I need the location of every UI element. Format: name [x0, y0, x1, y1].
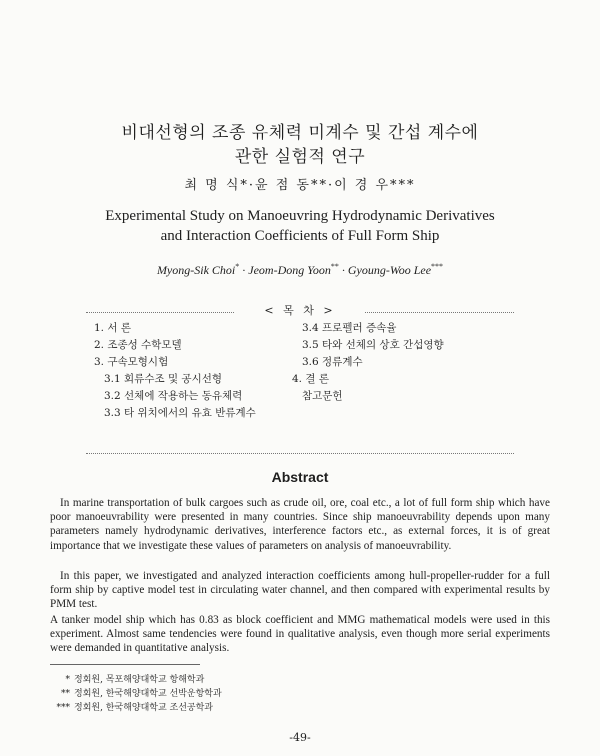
author-3-name: Gyoung-Woo Lee: [347, 263, 432, 277]
abstract-paragraph-1: In marine transportation of bulk cargoes such as crude oil, ore, coal etc., a lot of full form ship which have poor manoeuvrability were presented in many countries. Since ship manoeuvrability depends upon many parameters namely hydrodynamic derivatives, interference factors etc., as external forces, it is of great importance that we investigate these values of parameters on analysis of manoeuvrability.: [50, 497, 550, 552]
toc-right-item-3: 3.6 정류계수: [302, 356, 363, 368]
author-2-mark: **: [330, 262, 339, 271]
toc-heading: < 목 차 >: [235, 302, 365, 318]
footnote-1-text: 정회원, 목포해양대학교 항해학과: [74, 675, 205, 685]
toc-right-item-1: 3.4 프로펠러 증속율: [302, 322, 397, 334]
footnote-1-mark: *: [65, 675, 70, 685]
toc-left-item-3: 3. 구속모형시험: [94, 356, 169, 368]
toc-right-item-2: 3.5 타와 선체의 상호 간섭영향: [302, 339, 444, 351]
english-authors: [0, 262, 600, 278]
korean-title-line-2: 관한 실험적 연구: [234, 147, 366, 167]
korean-authors: 최 명 식*·윤 점 동**·이 경 우***: [184, 178, 416, 193]
author-separator-2: ·: [338, 263, 348, 277]
footnote-2: [54, 686, 222, 699]
author-1-name: Myong-Sik Choi: [156, 263, 236, 277]
author-1-mark: *: [235, 262, 240, 271]
english-title-line-1: Experimental Study on Manoeuvring Hydrodynamic Derivatives: [105, 208, 495, 224]
abstract-paragraph-3: A tanker model ship which has 0.83 as block coefficient and MMG mathematical models were used in this experiment. Almost same tendencies were found in qualitative analysis, even though more serial experiments were demanded in quantitative analysis.: [50, 614, 550, 655]
english-title-line-2: and Interaction Coefficients of Full Form Ship: [160, 228, 440, 244]
abstract-paragraph-2: In this paper, we investigated and analyzed interaction coefficients among hull-propeller-rudder for a full form ship by captive model test in circulating water channel, and then compared with experimental results by PMM test.: [50, 570, 550, 611]
footnote-2-mark: **: [61, 689, 70, 699]
toc-left-item-2: 2. 조종성 수학모델: [94, 339, 182, 351]
toc-right-item-4: 4. 결 론: [292, 373, 329, 385]
korean-title-line-1: 비대선형의 조종 유체력 미계수 및 간섭 계수에: [121, 123, 479, 143]
toc-left-item-4: 3.1 회류수조 및 공시선형: [104, 373, 222, 385]
toc-right-item-5: 참고문헌: [302, 390, 343, 402]
footnote-3-mark: ***: [56, 703, 70, 713]
footnote-3-text: 정회원, 한국해양대학교 조선공학과: [74, 703, 213, 713]
author-2-name: Jeom-Dong Yoon: [248, 263, 331, 277]
toc-left-item-5: 3.2 선체에 작용하는 동유체력: [104, 390, 243, 402]
abstract-heading: Abstract: [271, 469, 329, 485]
footnote-rule: [50, 664, 200, 665]
footnote-2-text: 정회원, 한국해양대학교 선박운항학과: [74, 689, 222, 699]
page-number: -49-: [289, 731, 311, 744]
footnote-1: [54, 672, 204, 685]
toc-left-item-1: 1. 서 론: [94, 322, 131, 334]
author-3-mark: ***: [431, 262, 444, 271]
author-separator-1: ·: [239, 263, 249, 277]
footnote-3: [54, 700, 213, 713]
toc-left-item-6: 3.3 타 위치에서의 유효 반류계수: [104, 407, 256, 419]
